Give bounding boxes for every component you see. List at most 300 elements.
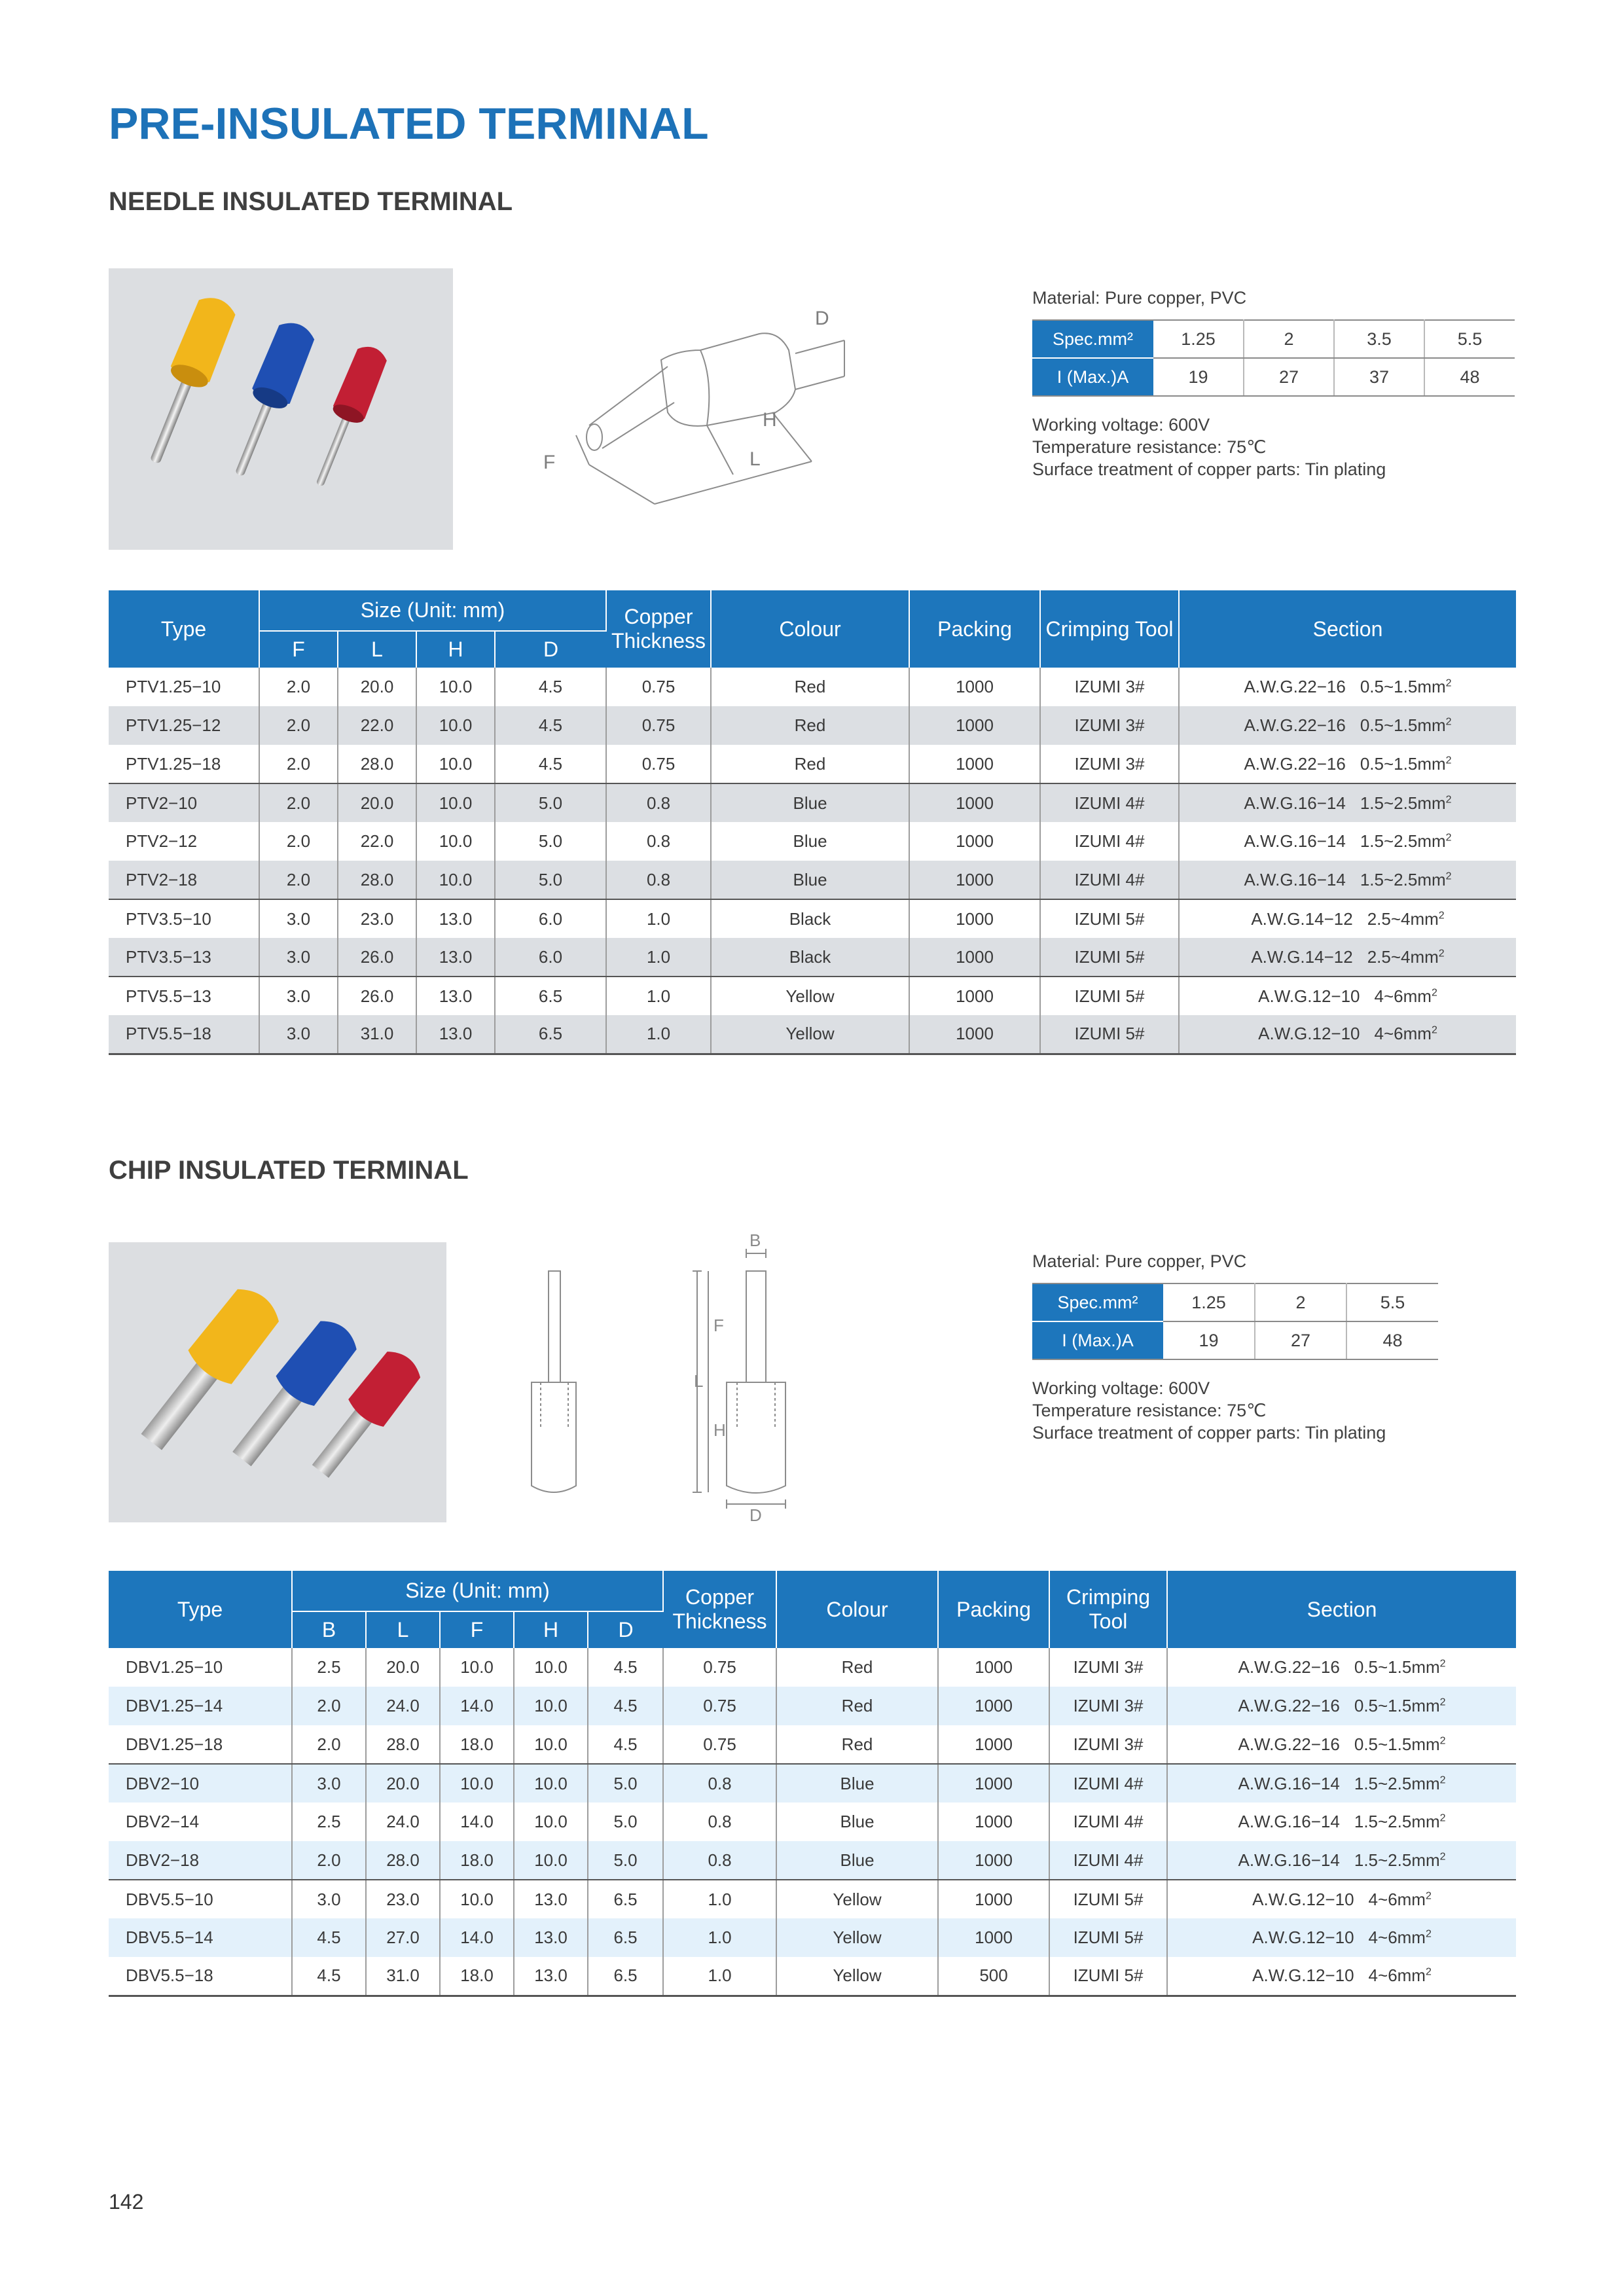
needle-spec-table (1032, 319, 1515, 397)
thickness-cell: 0.8 (663, 1764, 776, 1803)
section-awg: A.W.G.16−14 (1244, 869, 1346, 889)
section-awg: A.W.G.16−14 (1238, 1773, 1340, 1793)
current-label: I (Max.)A (1032, 1321, 1163, 1359)
colour-cell: Black (711, 938, 909, 977)
section-mm: 0.5~1.5mm (1354, 1657, 1440, 1677)
drawing-label-h: H (763, 409, 777, 431)
header-size-l: L (338, 631, 416, 668)
section-awg: A.W.G.16−14 (1244, 831, 1346, 851)
type-cell: PTV2−10 (109, 783, 259, 822)
size-cell: 10.0 (440, 1764, 514, 1803)
tool-cell: IZUMI 5# (1040, 899, 1179, 938)
section-mm: 4~6mm (1368, 1889, 1426, 1909)
header-copper-line: Copper (624, 605, 693, 628)
section-mm: 4~6mm (1374, 1024, 1432, 1044)
size-cell: 2.0 (259, 745, 338, 783)
tool-cell: IZUMI 4# (1049, 1841, 1167, 1880)
current-value: 19 (1163, 1321, 1255, 1359)
type-cell: PTV1.25−12 (109, 706, 259, 745)
spec-value: 5.5 (1346, 1283, 1438, 1321)
size-cell: 20.0 (338, 783, 416, 822)
size-cell: 14.0 (440, 1803, 514, 1841)
header-type: Type (109, 590, 259, 668)
squared-superscript: 2 (1425, 1966, 1432, 1978)
chip-table-body (109, 1648, 1516, 1996)
type-cell: PTV3.5−13 (109, 938, 259, 977)
thickness-cell: 1.0 (606, 1015, 711, 1054)
size-cell: 23.0 (338, 899, 416, 938)
table-row (109, 1687, 1516, 1725)
squared-superscript: 2 (1445, 832, 1452, 844)
size-cell: 2.5 (292, 1803, 366, 1841)
size-cell: 10.0 (416, 706, 495, 745)
section-mm: 1.5~2.5mm (1354, 1812, 1440, 1831)
header-size-f: F (440, 1611, 514, 1648)
header-size: Size (Unit: mm) (292, 1571, 663, 1611)
current-value: 48 (1346, 1321, 1438, 1359)
header-copper-line: Copper (685, 1585, 754, 1609)
table-row (109, 977, 1516, 1015)
section-cell (1179, 861, 1516, 899)
colour-cell: Blue (711, 783, 909, 822)
size-cell: 4.5 (292, 1918, 366, 1957)
needle-data-table (109, 590, 1516, 1055)
size-cell: 10.0 (440, 1648, 514, 1687)
header-size-b: B (292, 1611, 366, 1648)
packing-cell: 1000 (909, 706, 1040, 745)
colour-cell: Red (776, 1648, 938, 1687)
tool-cell: IZUMI 3# (1040, 706, 1179, 745)
size-cell: 2.0 (259, 822, 338, 861)
squared-superscript: 2 (1425, 1928, 1432, 1940)
size-cell: 13.0 (514, 1918, 588, 1957)
table-row (109, 1725, 1516, 1764)
colour-cell: Yellow (776, 1880, 938, 1918)
chip-data-table (109, 1571, 1516, 1997)
size-cell: 24.0 (366, 1687, 440, 1725)
table-row (109, 899, 1516, 938)
size-cell: 13.0 (416, 938, 495, 977)
section-mm: 0.5~1.5mm (1360, 753, 1446, 774)
section-cell (1167, 1764, 1516, 1803)
section-cell (1167, 1841, 1516, 1880)
size-cell: 5.0 (495, 861, 606, 899)
section-awg: A.W.G.22−16 (1238, 1657, 1340, 1677)
section-awg: A.W.G.16−14 (1238, 1850, 1340, 1870)
header-section: Section (1179, 590, 1516, 668)
section-awg: A.W.G.14−12 (1251, 908, 1353, 929)
size-cell: 10.0 (416, 668, 495, 706)
squared-superscript: 2 (1425, 1890, 1432, 1901)
size-cell: 10.0 (416, 861, 495, 899)
header-size-d: D (588, 1611, 663, 1648)
spec-value: 1.25 (1163, 1283, 1255, 1321)
size-cell: 10.0 (514, 1648, 588, 1687)
size-cell: 28.0 (366, 1841, 440, 1880)
table-row (109, 1918, 1516, 1957)
section-mm: 1.5~2.5mm (1360, 793, 1446, 813)
tool-cell: IZUMI 4# (1040, 783, 1179, 822)
packing-cell: 1000 (938, 1648, 1049, 1687)
section-awg: A.W.G.22−16 (1238, 1696, 1340, 1715)
size-cell: 26.0 (338, 938, 416, 977)
packing-cell: 500 (938, 1957, 1049, 1996)
packing-cell: 1000 (909, 1015, 1040, 1054)
size-cell: 27.0 (366, 1918, 440, 1957)
size-cell: 5.0 (588, 1841, 663, 1880)
size-cell: 4.5 (495, 706, 606, 745)
type-cell: DBV5.5−10 (109, 1880, 292, 1918)
needle-terminal-photo (109, 268, 453, 550)
type-cell: PTV1.25−10 (109, 668, 259, 706)
table-row (109, 1957, 1516, 1996)
section-cell (1167, 1957, 1516, 1996)
tool-cell: IZUMI 3# (1049, 1687, 1167, 1725)
header-thickness-line: Thickness (672, 1609, 767, 1633)
size-cell: 5.0 (588, 1803, 663, 1841)
thickness-cell: 1.0 (606, 899, 711, 938)
spec-value: 1.25 (1153, 320, 1244, 358)
section-mm: 2.5~4mm (1367, 908, 1439, 929)
section-awg: A.W.G.12−10 (1258, 986, 1360, 1006)
spec-row (1032, 1283, 1438, 1321)
thickness-cell: 1.0 (663, 1918, 776, 1957)
tool-cell: IZUMI 3# (1049, 1648, 1167, 1687)
section-awg: A.W.G.22−16 (1238, 1734, 1340, 1754)
squared-superscript: 2 (1439, 1850, 1446, 1862)
drawing-label-f: F (543, 452, 556, 473)
colour-cell: Black (711, 899, 909, 938)
section-cell (1179, 977, 1516, 1015)
colour-cell: Red (776, 1725, 938, 1764)
current-label: I (Max.)A (1032, 358, 1153, 396)
table-row (109, 1015, 1516, 1054)
header-thickness-line: Thickness (611, 629, 706, 653)
section-mm: 1.5~2.5mm (1360, 831, 1446, 851)
size-cell: 2.0 (292, 1687, 366, 1725)
section-cell (1179, 783, 1516, 822)
size-cell: 28.0 (338, 745, 416, 783)
size-cell: 10.0 (514, 1803, 588, 1841)
size-cell: 18.0 (440, 1725, 514, 1764)
tool-cell: IZUMI 5# (1049, 1880, 1167, 1918)
size-cell: 6.0 (495, 938, 606, 977)
table-row (109, 1880, 1516, 1918)
section-mm: 1.5~2.5mm (1354, 1850, 1440, 1870)
section-cell (1167, 1725, 1516, 1764)
thickness-cell: 1.0 (663, 1957, 776, 1996)
size-cell: 10.0 (514, 1687, 588, 1725)
type-cell: DBV1.25−18 (109, 1725, 292, 1764)
packing-cell: 1000 (909, 745, 1040, 783)
page-number: 142 (109, 2190, 144, 2214)
size-cell: 24.0 (366, 1803, 440, 1841)
colour-cell: Blue (711, 861, 909, 899)
section-cell (1167, 1687, 1516, 1725)
section-awg: A.W.G.22−16 (1244, 753, 1346, 774)
size-cell: 2.5 (292, 1648, 366, 1687)
needle-section-title: NEEDLE INSULATED TERMINAL (109, 187, 513, 216)
size-cell: 3.0 (259, 1015, 338, 1054)
size-cell: 10.0 (440, 1880, 514, 1918)
table-row (109, 1803, 1516, 1841)
material-text: Material: Pure copper, PVC (1032, 288, 1247, 308)
section-cell (1179, 1015, 1516, 1054)
size-cell: 3.0 (259, 938, 338, 977)
chip-terminal-drawing (504, 1230, 818, 1532)
packing-cell: 1000 (938, 1803, 1049, 1841)
section-mm: 4~6mm (1368, 1928, 1426, 1947)
section-mm: 1.5~2.5mm (1354, 1773, 1440, 1793)
section-awg: A.W.G.14−12 (1251, 946, 1353, 967)
temperature-note: Temperature resistance: 75℃ (1032, 1401, 1267, 1420)
thickness-cell: 1.0 (606, 977, 711, 1015)
chip-drawing-label-b: B (749, 1230, 761, 1250)
colour-cell: Yellow (776, 1918, 938, 1957)
squared-superscript: 2 (1445, 754, 1452, 766)
size-cell: 10.0 (416, 745, 495, 783)
size-cell: 2.0 (259, 668, 338, 706)
header-colour: Colour (776, 1571, 938, 1648)
header-size-l: L (366, 1611, 440, 1648)
table-row (109, 706, 1516, 745)
section-awg: A.W.G.12−10 (1252, 1928, 1354, 1947)
tool-cell: IZUMI 5# (1049, 1918, 1167, 1957)
colour-cell: Blue (711, 822, 909, 861)
size-cell: 6.5 (495, 1015, 606, 1054)
size-cell: 4.5 (495, 668, 606, 706)
size-cell: 4.5 (588, 1648, 663, 1687)
tool-cell: IZUMI 4# (1049, 1764, 1167, 1803)
header-size-d: D (495, 631, 606, 668)
chip-drawing-label-l: L (694, 1371, 704, 1391)
packing-cell: 1000 (938, 1764, 1049, 1803)
squared-superscript: 2 (1439, 1812, 1446, 1824)
voltage-note: Working voltage: 600V (1032, 1378, 1210, 1398)
size-cell: 28.0 (366, 1725, 440, 1764)
packing-cell: 1000 (938, 1687, 1049, 1725)
squared-superscript: 2 (1445, 677, 1452, 689)
section-mm: 0.5~1.5mm (1360, 677, 1446, 696)
type-cell: PTV2−18 (109, 861, 259, 899)
size-cell: 10.0 (514, 1764, 588, 1803)
packing-cell: 1000 (909, 938, 1040, 977)
size-cell: 5.0 (588, 1764, 663, 1803)
thickness-cell: 0.75 (663, 1687, 776, 1725)
squared-superscript: 2 (1431, 1024, 1437, 1036)
size-cell: 3.0 (292, 1880, 366, 1918)
current-row (1032, 1321, 1438, 1359)
squared-superscript: 2 (1445, 793, 1452, 805)
size-cell: 5.0 (495, 783, 606, 822)
size-cell: 6.5 (588, 1957, 663, 1996)
type-cell: PTV1.25−18 (109, 745, 259, 783)
section-cell (1179, 938, 1516, 977)
needle-spec-block (1032, 287, 1515, 480)
section-cell (1167, 1880, 1516, 1918)
packing-cell: 1000 (938, 1841, 1049, 1880)
packing-cell: 1000 (909, 668, 1040, 706)
size-cell: 22.0 (338, 706, 416, 745)
colour-cell: Blue (776, 1764, 938, 1803)
size-cell: 2.0 (292, 1841, 366, 1880)
size-cell: 4.5 (495, 745, 606, 783)
section-awg: A.W.G.12−10 (1252, 1965, 1354, 1986)
current-value: 37 (1334, 358, 1424, 396)
chip-section-title: CHIP INSULATED TERMINAL (109, 1156, 469, 1185)
thickness-cell: 0.75 (606, 706, 711, 745)
type-cell: PTV5.5−18 (109, 1015, 259, 1054)
size-cell: 10.0 (514, 1841, 588, 1880)
material-text: Material: Pure copper, PVC (1032, 1251, 1247, 1271)
size-cell: 2.0 (259, 783, 338, 822)
size-cell: 3.0 (259, 977, 338, 1015)
current-value: 19 (1153, 358, 1244, 396)
size-cell: 6.5 (588, 1880, 663, 1918)
colour-cell: Red (711, 706, 909, 745)
header-size-h: H (416, 631, 495, 668)
thickness-cell: 0.8 (606, 783, 711, 822)
header-crimping-tool: Crimping Tool (1040, 590, 1179, 668)
squared-superscript: 2 (1439, 1774, 1446, 1785)
current-row (1032, 358, 1515, 396)
size-cell: 22.0 (338, 822, 416, 861)
drawing-label-l: L (749, 448, 761, 470)
spec-value: 2 (1244, 320, 1334, 358)
thickness-cell: 0.8 (606, 822, 711, 861)
tool-cell: IZUMI 5# (1040, 938, 1179, 977)
spec-row (1032, 320, 1515, 358)
header-packing: Packing (909, 590, 1040, 668)
chip-spec-table (1032, 1283, 1438, 1360)
tool-cell: IZUMI 3# (1049, 1725, 1167, 1764)
table-row (109, 783, 1516, 822)
size-cell: 3.0 (292, 1764, 366, 1803)
type-cell: DBV2−18 (109, 1841, 292, 1880)
section-awg: A.W.G.12−10 (1252, 1889, 1354, 1909)
table-row (109, 745, 1516, 783)
table-row (109, 1648, 1516, 1687)
type-cell: DBV1.25−10 (109, 1648, 292, 1687)
section-awg: A.W.G.16−14 (1238, 1812, 1340, 1831)
section-cell (1179, 899, 1516, 938)
size-cell: 6.5 (495, 977, 606, 1015)
thickness-cell: 0.75 (606, 668, 711, 706)
thickness-cell: 0.8 (663, 1841, 776, 1880)
type-cell: DBV2−10 (109, 1764, 292, 1803)
size-cell: 4.5 (588, 1725, 663, 1764)
size-cell: 10.0 (514, 1725, 588, 1764)
surface-note: Surface treatment of copper parts: Tin plating (1032, 1423, 1386, 1443)
type-cell: PTV3.5−10 (109, 899, 259, 938)
size-cell: 13.0 (416, 977, 495, 1015)
header-type: Type (109, 1571, 292, 1648)
section-cell (1167, 1918, 1516, 1957)
section-awg: A.W.G.16−14 (1244, 793, 1346, 813)
packing-cell: 1000 (909, 977, 1040, 1015)
size-cell: 28.0 (338, 861, 416, 899)
section-mm: 0.5~1.5mm (1354, 1734, 1440, 1754)
thickness-cell: 0.75 (663, 1648, 776, 1687)
tool-cell: IZUMI 4# (1040, 861, 1179, 899)
section-cell (1167, 1648, 1516, 1687)
size-cell: 4.5 (588, 1687, 663, 1725)
table-row (109, 1764, 1516, 1803)
colour-cell: Yellow (711, 977, 909, 1015)
size-cell: 13.0 (514, 1957, 588, 1996)
tool-cell: IZUMI 5# (1040, 1015, 1179, 1054)
colour-cell: Red (711, 745, 909, 783)
colour-cell: Red (711, 668, 909, 706)
size-cell: 20.0 (338, 668, 416, 706)
surface-note: Surface treatment of copper parts: Tin plating (1032, 459, 1386, 479)
page-title: PRE-INSULATED TERMINAL (109, 99, 709, 149)
temperature-note: Temperature resistance: 75℃ (1032, 437, 1267, 457)
tool-cell: IZUMI 5# (1040, 977, 1179, 1015)
section-awg: A.W.G.22−16 (1244, 715, 1346, 735)
size-cell: 13.0 (416, 899, 495, 938)
colour-cell: Red (776, 1687, 938, 1725)
current-value: 48 (1424, 358, 1515, 396)
squared-superscript: 2 (1431, 986, 1437, 998)
squared-superscript: 2 (1445, 870, 1452, 882)
size-cell: 3.0 (259, 899, 338, 938)
type-cell: PTV5.5−13 (109, 977, 259, 1015)
size-cell: 13.0 (416, 1015, 495, 1054)
squared-superscript: 2 (1438, 909, 1445, 921)
size-cell: 5.0 (495, 822, 606, 861)
spec-value: 5.5 (1424, 320, 1515, 358)
table-row (109, 861, 1516, 899)
packing-cell: 1000 (909, 783, 1040, 822)
table-row (109, 1841, 1516, 1880)
packing-cell: 1000 (909, 861, 1040, 899)
packing-cell: 1000 (938, 1918, 1049, 1957)
header-copper-thickness (606, 590, 711, 668)
tool-cell: IZUMI 3# (1040, 668, 1179, 706)
thickness-cell: 0.8 (663, 1803, 776, 1841)
size-cell: 2.0 (292, 1725, 366, 1764)
header-size: Size (Unit: mm) (259, 590, 606, 631)
colour-cell: Blue (776, 1841, 938, 1880)
size-cell: 31.0 (338, 1015, 416, 1054)
spec-value: 2 (1255, 1283, 1346, 1321)
needle-terminal-drawing (537, 288, 864, 537)
header-size-h: H (514, 1611, 588, 1648)
squared-superscript: 2 (1439, 1658, 1446, 1670)
tool-cell: IZUMI 4# (1049, 1803, 1167, 1841)
section-cell (1179, 822, 1516, 861)
size-cell: 20.0 (366, 1648, 440, 1687)
colour-cell: Blue (776, 1803, 938, 1841)
type-cell: DBV1.25−14 (109, 1687, 292, 1725)
current-value: 27 (1255, 1321, 1346, 1359)
table-row (109, 822, 1516, 861)
tool-cell: IZUMI 4# (1040, 822, 1179, 861)
chip-drawing-label-f: F (713, 1316, 724, 1335)
chip-spec-block (1032, 1250, 1438, 1444)
section-cell (1179, 706, 1516, 745)
type-cell: DBV5.5−14 (109, 1918, 292, 1957)
size-cell: 14.0 (440, 1918, 514, 1957)
section-cell (1179, 745, 1516, 783)
chip-drawing-label-h: H (713, 1420, 726, 1440)
section-mm: 0.5~1.5mm (1354, 1696, 1440, 1715)
size-cell: 18.0 (440, 1957, 514, 1996)
type-cell: PTV2−12 (109, 822, 259, 861)
current-value: 27 (1244, 358, 1334, 396)
squared-superscript: 2 (1439, 1696, 1446, 1708)
